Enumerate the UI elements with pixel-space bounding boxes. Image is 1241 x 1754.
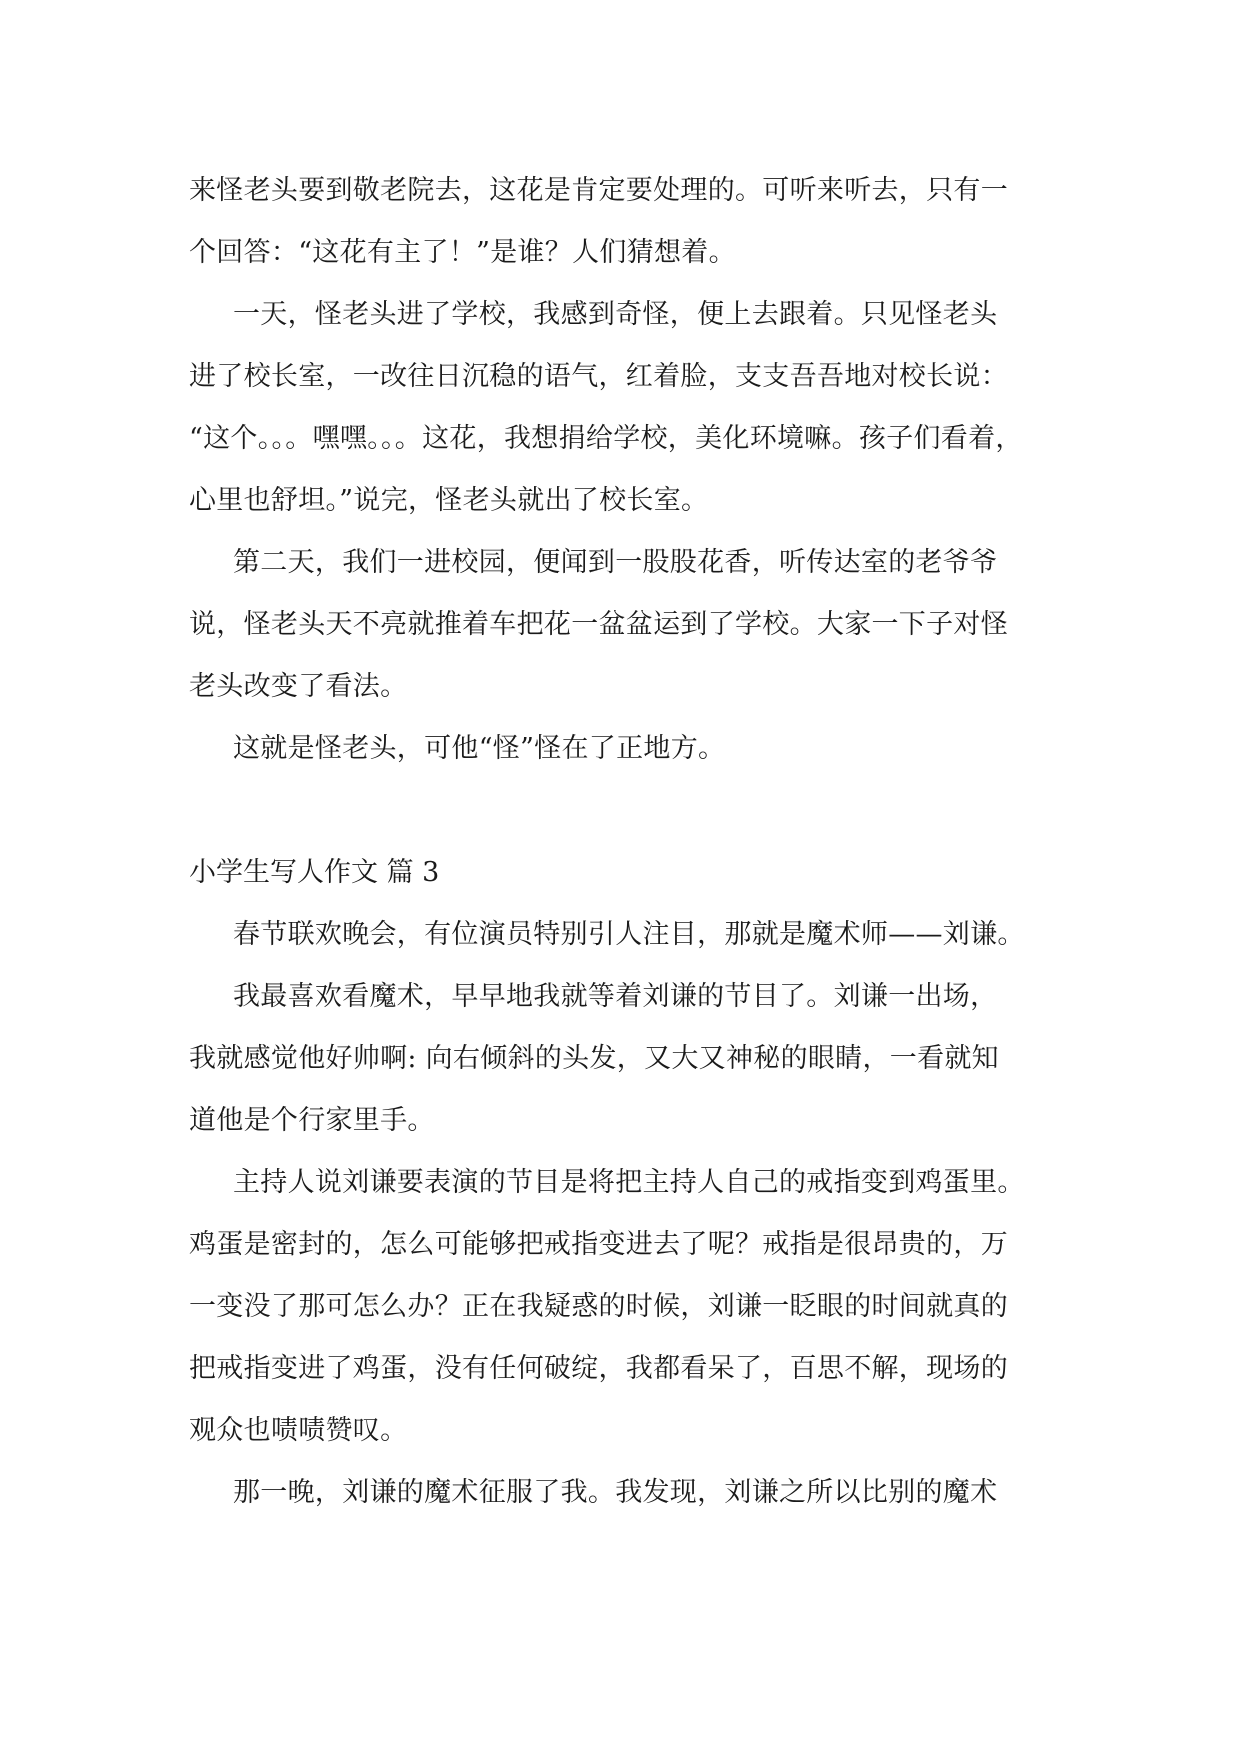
text-line: 鸡蛋是密封的，怎么可能够把戒指变进去了呢？戒指是很昂贵的，万 [189,1229,1008,1260]
text-line: 这就是怪老头，可他“怪”怪在了正地方。 [233,733,726,764]
text-line: 观众也啧啧赞叹。 [189,1415,408,1446]
text-line: “这个。。。嘿嘿。。。这花，我想捐给学校，美化环境嘛。孩子们看着， [189,423,1023,454]
text-line: 春节联欢晚会，有位演员特别引人注目，那就是魔术师——刘谦。 [233,919,1025,950]
text-line: 进了校长室，一改往日沉稳的语气，红着脸，支支吾吾地对校长说： [189,361,1008,392]
text-line: 那一晚，刘谦的魔术征服了我。我发现，刘谦之所以比别的魔术 [233,1477,998,1508]
essay-part-2-ending [189,160,1069,780]
essay-part-3-body [189,904,1069,1524]
text-line: 道他是个行家里手。 [189,1105,435,1136]
text-line: 主持人说刘谦要表演的节目是将把主持人自己的戒指变到鸡蛋里。 [233,1167,1025,1198]
text-line: 老头改变了看法。 [189,671,408,702]
text-line: 第二天，我们一进校园，便闻到一股股花香，听传达室的老爷爷 [233,547,998,578]
text-line: 我最喜欢看魔术，早早地我就等着刘谦的节目了。刘谦一出场， [233,981,998,1012]
text-line: 一天，怪老头进了学校，我感到奇怪，便上去跟着。只见怪老头 [233,299,998,330]
text-line: 心里也舒坦。”说完，怪老头就出了校长室。 [189,485,709,516]
section-heading: 小学生写人作文 篇 3 [189,857,440,888]
text-line: 说，怪老头天不亮就推着车把花一盆盆运到了学校。大家一下子对怪 [189,609,1008,640]
text-line: 个回答：“这花有主了！”是谁？人们猜想着。 [189,237,736,268]
text-line: 把戒指变进了鸡蛋，没有任何破绽，我都看呆了，百思不解，现场的 [189,1353,1008,1384]
text-line: 我就感觉他好帅啊: 向右倾斜的头发，又大又神秘的眼睛，一看就知 [189,1043,999,1074]
document-body [189,160,1069,1524]
text-line: 一变没了那可怎么办？正在我疑惑的时候，刘谦一眨眼的时间就真的 [189,1291,1008,1322]
text-line: 来怪老头要到敬老院去，这花是肯定要处理的。可听来听去，只有一 [189,175,1008,206]
section-spacer [189,780,1069,842]
